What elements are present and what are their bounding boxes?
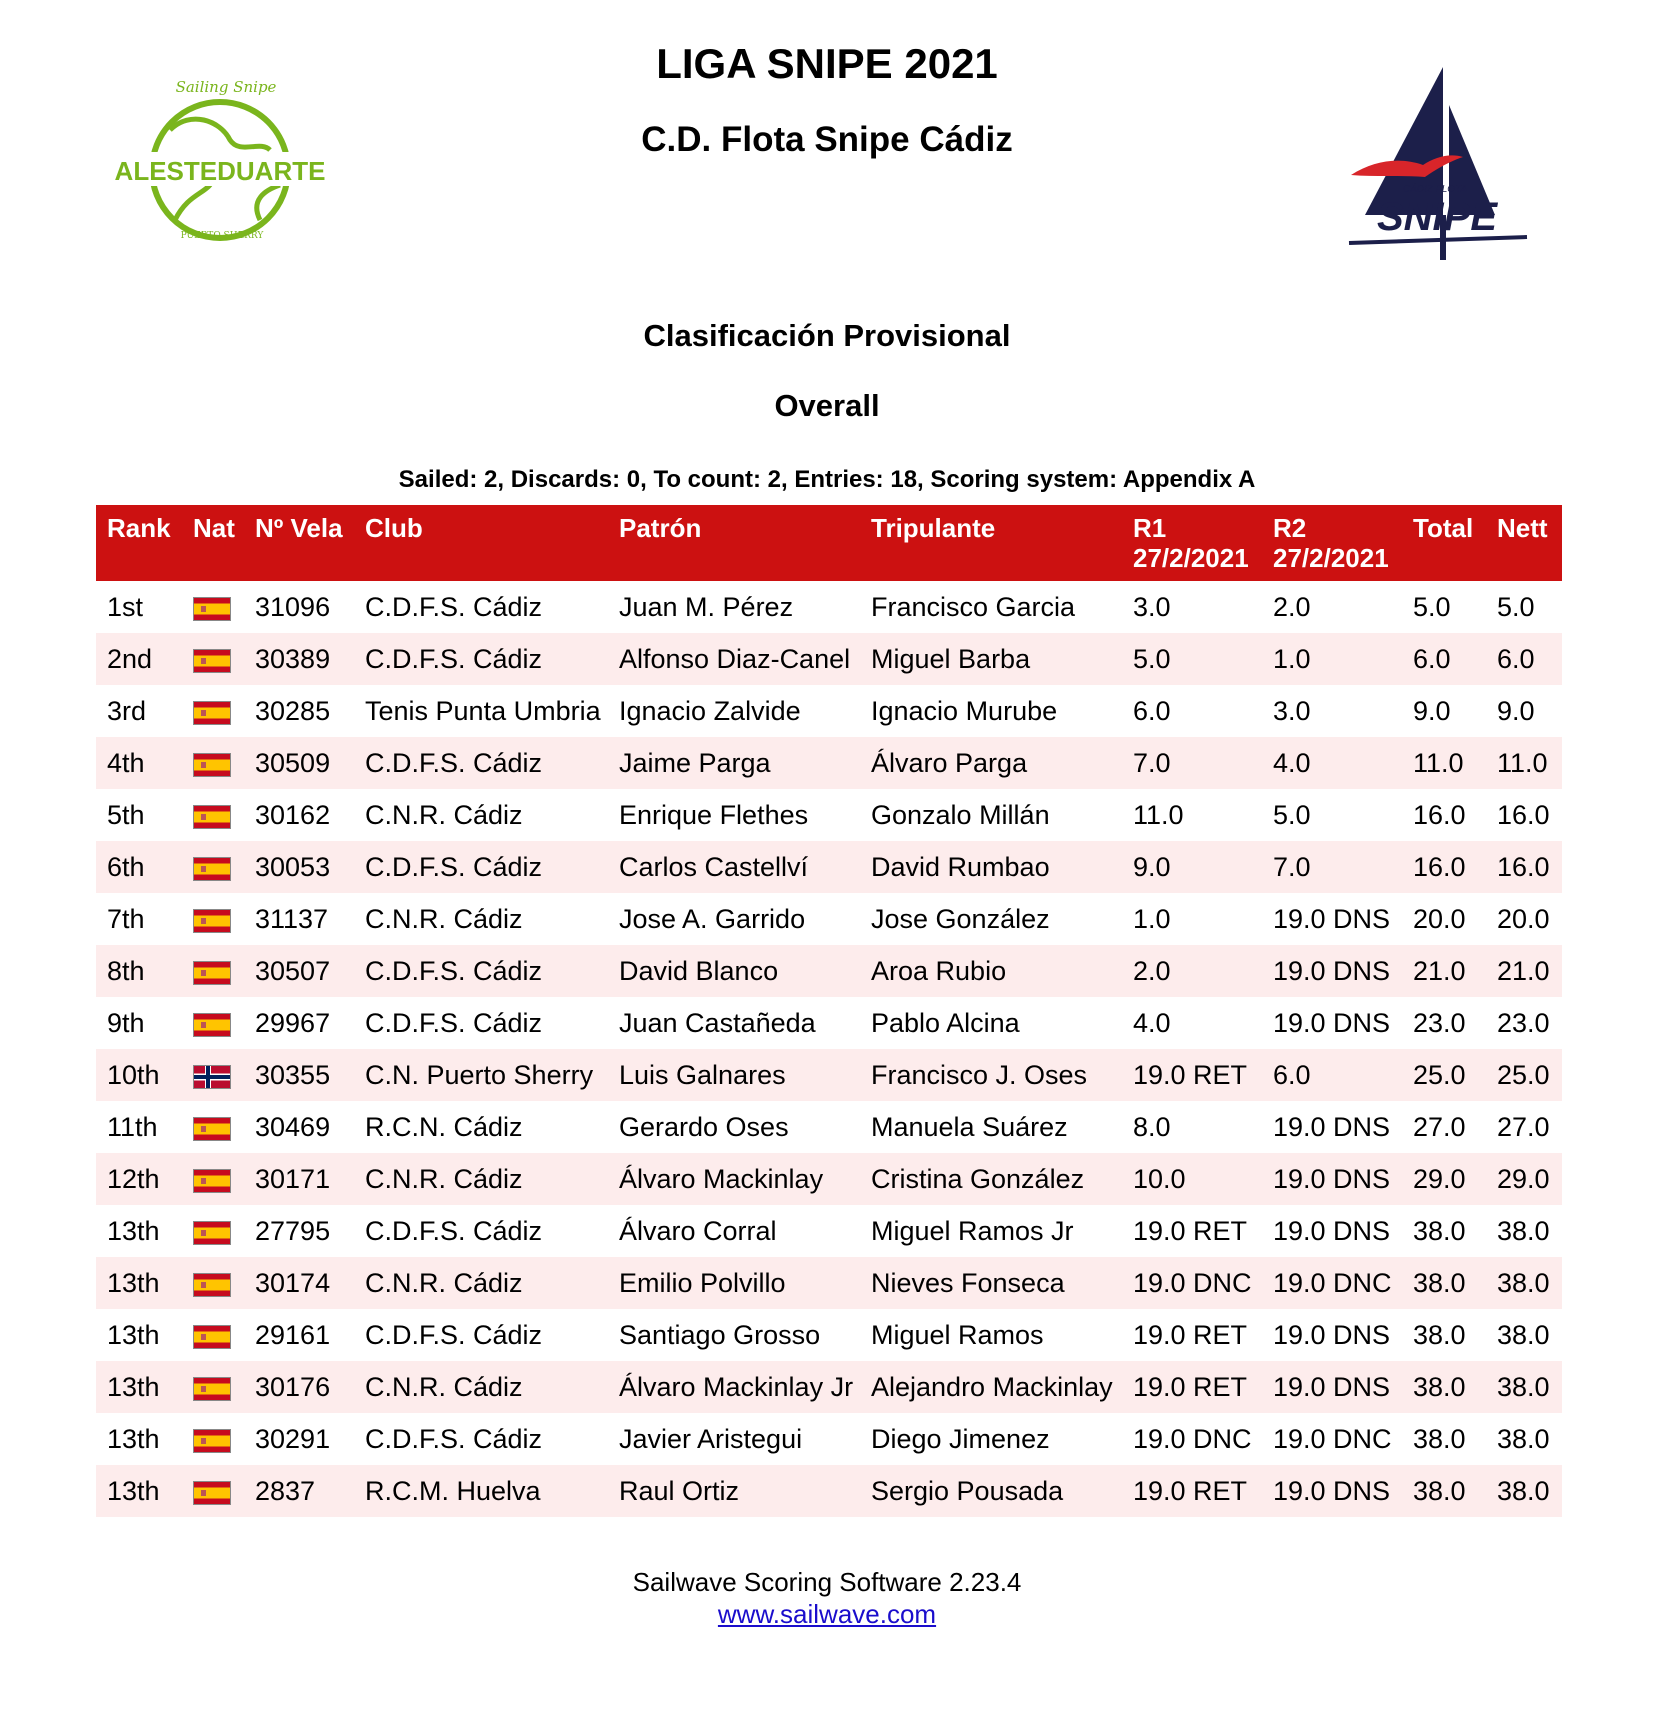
table-header-row [96, 505, 1562, 581]
spain-flag-icon [193, 597, 231, 621]
cell-club: C.N.R. Cádiz [365, 904, 523, 934]
cell-sail: 30176 [244, 1361, 354, 1413]
cell-sail: 30509 [244, 737, 354, 789]
cell-helm: Santiago Grosso [619, 1320, 821, 1350]
cell-sail: 27795 [255, 1216, 331, 1246]
cell-r2: 6.0 [1262, 1049, 1402, 1101]
table-row [96, 1413, 1562, 1465]
cell-r1: 7.0 [1122, 737, 1262, 789]
cell-helm: David Blanco [608, 945, 860, 997]
cell-nat [182, 1205, 244, 1257]
cell-nett: 6.0 [1486, 633, 1562, 685]
cell-club: Tenis Punta Umbria [365, 696, 601, 726]
logo-left-bottom-text: PUERTO SHERRY [180, 231, 264, 241]
cell-crew: Aroa Rubio [860, 945, 1122, 997]
spain-flag-icon [193, 1273, 231, 1297]
cell-r1: 10.0 [1122, 1153, 1262, 1205]
cell-nett: 38.0 [1486, 1361, 1562, 1413]
table-row [96, 1205, 1562, 1257]
cell-helm: Carlos Castellví [608, 841, 860, 893]
cell-rank: 13th [107, 1424, 160, 1454]
cell-nett: 9.0 [1497, 696, 1535, 726]
table-row [96, 997, 1562, 1049]
cell-total: 25.0 [1402, 1049, 1486, 1101]
cell-club: C.D.F.S. Cádiz [365, 1320, 543, 1350]
spain-flag-icon [193, 909, 231, 933]
spain-flag-icon [193, 961, 231, 985]
cell-r2: 2.0 [1273, 592, 1311, 622]
cell-crew: Alejandro Mackinlay [860, 1361, 1122, 1413]
cell-r1: 2.0 [1122, 945, 1262, 997]
cell-sail: 31137 [255, 904, 329, 934]
cell-r1: 19.0 RET [1133, 1320, 1248, 1350]
cell-helm: Javier Aristegui [619, 1424, 803, 1454]
cell-nett: 27.0 [1497, 1112, 1550, 1142]
cell-nat [182, 1049, 244, 1101]
cell-total: 23.0 [1413, 1008, 1466, 1038]
group-heading: Overall [774, 388, 880, 423]
cell-r2: 19.0 DNC [1273, 1424, 1392, 1454]
cell-nett: 38.0 [1486, 1257, 1562, 1309]
norway-flag-icon [193, 1065, 231, 1089]
logo-left-top-text: Sailing Snipe [175, 78, 277, 96]
cell-nat [182, 841, 244, 893]
cell-sail: 30285 [255, 696, 331, 726]
table-row [96, 945, 1562, 997]
spain-flag-icon [193, 1429, 231, 1453]
cadiz-flota-snipe-logo [1345, 65, 1535, 265]
cell-club: C.N.R. Cádiz [354, 1257, 608, 1309]
cell-r2: 19.0 DNS [1273, 1320, 1391, 1350]
cell-rank: 13th [96, 1361, 182, 1413]
cell-crew: Miguel Ramos [871, 1320, 1044, 1350]
cell-club: C.N.R. Cádiz [354, 1361, 608, 1413]
software-credit: Sailwave Scoring Software 2.23.4 [632, 1567, 1022, 1597]
cell-nett: 38.0 [1497, 1424, 1550, 1454]
cell-nett: 38.0 [1486, 1465, 1562, 1517]
spain-flag-icon [193, 753, 231, 777]
cell-crew: Sergio Pousada [860, 1465, 1122, 1517]
spain-flag-icon [193, 1117, 231, 1141]
cell-nat [182, 893, 244, 945]
cell-crew: Cristina González [860, 1153, 1122, 1205]
logo-right-main-text: SNIPE [1376, 195, 1498, 239]
logo-left-main-text: ALESTEDUARTE [114, 156, 326, 186]
cell-crew: Nieves Fonseca [860, 1257, 1122, 1309]
table-row [96, 1049, 1562, 1101]
cell-crew: Jose González [871, 904, 1050, 934]
col-total: Total [1402, 505, 1486, 581]
cell-r2: 19.0 DNS [1262, 945, 1402, 997]
footer-link-wrap [0, 1599, 1654, 1630]
cell-rank: 8th [96, 945, 182, 997]
cell-r1: 5.0 [1122, 633, 1262, 685]
cell-rank: 7th [107, 904, 145, 934]
table-row [96, 1309, 1562, 1361]
cell-r1: 6.0 [1133, 696, 1171, 726]
cell-sail: 30171 [244, 1153, 354, 1205]
spain-flag-icon [193, 1325, 231, 1349]
col-r1-date: 27/2/2021 [1133, 543, 1249, 573]
cell-rank: 5th [107, 800, 145, 830]
cell-total: 16.0 [1402, 841, 1486, 893]
table-row [96, 1361, 1562, 1413]
cell-rank: 12th [96, 1153, 182, 1205]
cell-sail: 30507 [244, 945, 354, 997]
spain-flag-icon [193, 1481, 231, 1505]
cell-sail: 30291 [255, 1424, 331, 1454]
table-row [96, 737, 1562, 789]
cell-total: 38.0 [1402, 1257, 1486, 1309]
cell-total: 6.0 [1402, 633, 1486, 685]
cell-rank: 9th [107, 1008, 145, 1038]
cell-r1: 19.0 DNC [1133, 1424, 1252, 1454]
cell-total: 38.0 [1413, 1424, 1466, 1454]
cell-sail: 30389 [244, 633, 354, 685]
cell-r1: 19.0 DNC [1122, 1257, 1262, 1309]
table-row [96, 581, 1562, 633]
results-table [96, 505, 1562, 1517]
cell-club: C.D.F.S. Cádiz [365, 1424, 543, 1454]
col-nett: Nett [1486, 505, 1562, 581]
table-row [96, 893, 1562, 945]
cell-r1: 3.0 [1133, 592, 1171, 622]
cell-nett: 29.0 [1486, 1153, 1562, 1205]
cell-r1: 19.0 RET [1122, 1465, 1262, 1517]
cell-club: C.D.F.S. Cádiz [354, 737, 608, 789]
results-body [96, 581, 1562, 1517]
cell-total: 38.0 [1413, 1320, 1466, 1350]
table-row [96, 1257, 1562, 1309]
spain-flag-icon [193, 805, 231, 829]
cell-nat [182, 581, 244, 633]
col-r1-label: R1 [1133, 513, 1167, 543]
series-summary: Sailed: 2, Discards: 0, To count: 2, Entries: 18, Scoring system: Appendix A [398, 466, 1256, 493]
cell-r1: 9.0 [1122, 841, 1262, 893]
cell-crew: Manuela Suárez [871, 1112, 1068, 1142]
cell-crew: Álvaro Parga [860, 737, 1122, 789]
cell-rank: 11th [107, 1112, 158, 1142]
cell-sail: 30053 [244, 841, 354, 893]
cell-club: C.D.F.S. Cádiz [354, 633, 608, 685]
col-helm: Patrón [608, 505, 860, 581]
cell-helm: Emilio Polvillo [608, 1257, 860, 1309]
cell-crew: Miguel Barba [860, 633, 1122, 685]
cell-nat [182, 633, 244, 685]
cell-rank: 13th [107, 1320, 160, 1350]
cell-sail: 2837 [244, 1465, 354, 1517]
spain-flag-icon [193, 1169, 231, 1193]
cell-crew: Francisco Garcia [871, 592, 1076, 622]
col-sail: Nº Vela [244, 505, 354, 581]
cell-total: 9.0 [1413, 696, 1451, 726]
cell-rank: 10th [96, 1049, 182, 1101]
cell-nat [182, 737, 244, 789]
cell-sail: 29161 [255, 1320, 331, 1350]
cell-nett: 11.0 [1486, 737, 1562, 789]
cell-sail: 30355 [244, 1049, 354, 1101]
col-nat: Nat [182, 505, 244, 581]
cell-total: 29.0 [1402, 1153, 1486, 1205]
col-r1 [1122, 505, 1262, 581]
cell-r1: 1.0 [1133, 904, 1171, 934]
cell-helm: Alfonso Diaz-Canel [608, 633, 860, 685]
cell-r2: 4.0 [1262, 737, 1402, 789]
cell-nat [182, 1361, 244, 1413]
cell-nat [182, 1153, 244, 1205]
cell-crew: Diego Jimenez [871, 1424, 1050, 1454]
cell-nat [182, 1257, 244, 1309]
cell-nett: 38.0 [1497, 1320, 1550, 1350]
cell-r2: 19.0 DNS [1273, 1216, 1391, 1246]
cell-helm: Luis Galnares [608, 1049, 860, 1101]
cell-nat [182, 1101, 244, 1153]
cell-total: 38.0 [1402, 1361, 1486, 1413]
cell-nett: 38.0 [1497, 1216, 1550, 1246]
cell-total: 38.0 [1413, 1216, 1466, 1246]
col-r2-date: 27/2/2021 [1273, 543, 1389, 573]
table-row [96, 685, 1562, 737]
col-crew: Tripulante [860, 505, 1122, 581]
cell-sail: 30162 [255, 800, 331, 830]
cell-r2: 19.0 DNS [1262, 1465, 1402, 1517]
cell-nett: 16.0 [1486, 841, 1562, 893]
cell-total: 38.0 [1402, 1465, 1486, 1517]
cell-rank: 13th [96, 1257, 182, 1309]
cell-club: R.C.N. Cádiz [365, 1112, 523, 1142]
cell-crew: David Rumbao [860, 841, 1122, 893]
spain-flag-icon [193, 1221, 231, 1245]
cell-total: 27.0 [1413, 1112, 1466, 1142]
table-row [96, 1101, 1562, 1153]
cell-total: 21.0 [1402, 945, 1486, 997]
cell-helm: Jose A. Garrido [619, 904, 806, 934]
cell-r2: 1.0 [1262, 633, 1402, 685]
club-title: C.D. Flota Snipe Cádiz [641, 120, 1013, 159]
cell-helm: Gerardo Oses [619, 1112, 789, 1142]
cell-club: R.C.M. Huelva [354, 1465, 608, 1517]
cell-rank: 1st [107, 592, 144, 622]
col-club: Club [354, 505, 608, 581]
cell-nat [182, 997, 244, 1049]
cell-nett: 16.0 [1497, 800, 1550, 830]
cell-rank: 4th [96, 737, 182, 789]
cell-sail: 30469 [255, 1112, 331, 1142]
cell-r1: 19.0 RET [1122, 1049, 1262, 1101]
cell-r1: 19.0 RET [1122, 1361, 1262, 1413]
cell-r2: 5.0 [1273, 800, 1311, 830]
cell-club: C.N. Puerto Sherry [354, 1049, 608, 1101]
classification-heading: Clasificación Provisional [643, 318, 1011, 353]
cell-nat [182, 945, 244, 997]
cell-nett: 20.0 [1497, 904, 1550, 934]
cell-total: 11.0 [1402, 737, 1486, 789]
cell-r1: 4.0 [1133, 1008, 1171, 1038]
cell-total: 20.0 [1413, 904, 1466, 934]
sailwave-link[interactable]: www.sailwave.com [717, 1599, 937, 1629]
cell-club: C.D.F.S. Cádiz [354, 841, 608, 893]
cell-nett: 5.0 [1497, 592, 1535, 622]
cell-rank: 6th [96, 841, 182, 893]
cell-helm: Álvaro Mackinlay [608, 1153, 860, 1205]
cell-r2: 19.0 DNS [1262, 1361, 1402, 1413]
cell-helm: Juan Castañeda [619, 1008, 816, 1038]
cell-rank: 13th [107, 1216, 160, 1246]
cell-helm: Ignacio Zalvide [619, 696, 801, 726]
spain-flag-icon [193, 857, 231, 881]
cell-helm: Enrique Flethes [619, 800, 809, 830]
cell-helm: Juan M. Pérez [619, 592, 794, 622]
col-rank: Rank [96, 505, 182, 581]
cell-helm: Jaime Parga [608, 737, 860, 789]
cell-club: C.D.F.S. Cádiz [365, 1216, 543, 1246]
cell-nat [182, 789, 244, 841]
logo-right-small-text: CÁDIZ FLOTA [1402, 184, 1468, 195]
cell-sail: 31096 [255, 592, 331, 622]
cell-helm: Álvaro Mackinlay Jr [608, 1361, 860, 1413]
spain-flag-icon [193, 1013, 231, 1037]
cell-r2: 19.0 DNS [1273, 1112, 1391, 1142]
cell-r1: 11.0 [1133, 800, 1184, 830]
cell-r1: 19.0 RET [1133, 1216, 1248, 1246]
table-row [96, 633, 1562, 685]
cell-r2: 19.0 DNS [1273, 904, 1391, 934]
cell-nett: 21.0 [1486, 945, 1562, 997]
cell-r2: 19.0 DNC [1262, 1257, 1402, 1309]
cell-r2: 19.0 DNS [1262, 1153, 1402, 1205]
spain-flag-icon [193, 1377, 231, 1401]
spain-flag-icon [193, 701, 231, 725]
cell-crew: Francisco J. Oses [860, 1049, 1122, 1101]
cell-rank: 13th [96, 1465, 182, 1517]
alesteduarte-logo [114, 70, 326, 250]
cell-nat [182, 1309, 244, 1361]
table-row [96, 1153, 1562, 1205]
cell-r2: 19.0 DNS [1273, 1008, 1391, 1038]
cell-sail: 29967 [255, 1008, 331, 1038]
cell-club: C.D.F.S. Cádiz [354, 945, 608, 997]
cell-rank: 2nd [96, 633, 182, 685]
cell-nett: 23.0 [1497, 1008, 1550, 1038]
cell-nat [182, 1465, 244, 1517]
cell-sail: 30174 [244, 1257, 354, 1309]
table-row [96, 841, 1562, 893]
col-r2 [1262, 505, 1402, 581]
cell-r2: 7.0 [1262, 841, 1402, 893]
page-title: LIGA SNIPE 2021 [656, 40, 998, 87]
cell-club: C.D.F.S. Cádiz [365, 1008, 543, 1038]
col-r2-label: R2 [1273, 513, 1307, 543]
cell-total: 5.0 [1413, 592, 1451, 622]
cell-nat [182, 1413, 244, 1465]
cell-rank: 3rd [107, 696, 147, 726]
cell-r1: 8.0 [1133, 1112, 1171, 1142]
table-row [96, 789, 1562, 841]
cell-r2: 3.0 [1273, 696, 1311, 726]
cell-nat [182, 685, 244, 737]
cell-crew: Ignacio Murube [871, 696, 1058, 726]
cell-club: C.N.R. Cádiz [354, 1153, 608, 1205]
cell-club: C.N.R. Cádiz [365, 800, 523, 830]
cell-total: 16.0 [1413, 800, 1466, 830]
cell-crew: Pablo Alcina [871, 1008, 1020, 1038]
cell-crew: Miguel Ramos Jr [871, 1216, 1074, 1246]
cell-nett: 25.0 [1486, 1049, 1562, 1101]
cell-club: C.D.F.S. Cádiz [365, 592, 543, 622]
spain-flag-icon [193, 649, 231, 673]
cell-helm: Álvaro Corral [619, 1216, 777, 1246]
cell-crew: Gonzalo Millán [871, 800, 1050, 830]
table-row [96, 1465, 1562, 1517]
cell-helm: Raul Ortiz [608, 1465, 860, 1517]
